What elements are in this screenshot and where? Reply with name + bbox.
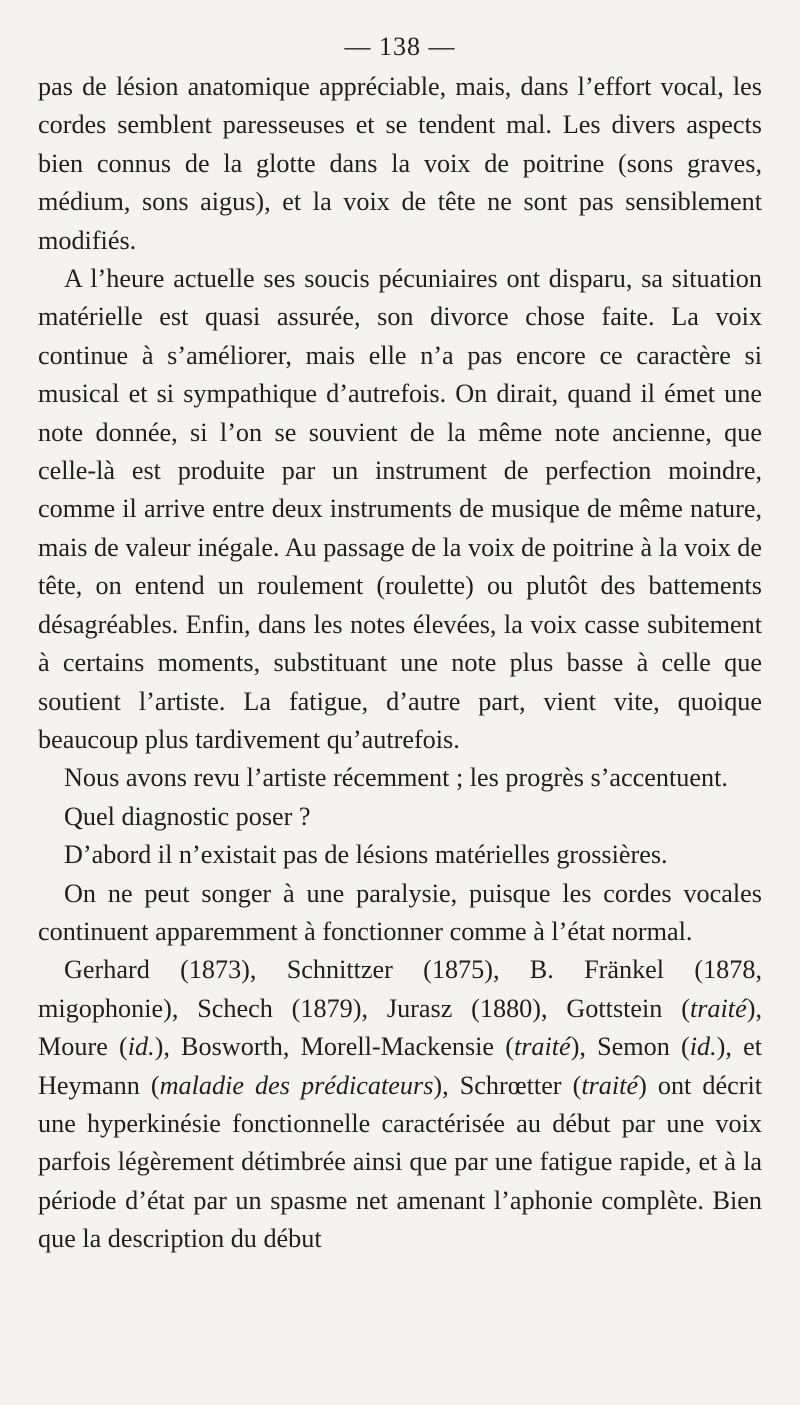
paragraph-no-paralysis: On ne peut songer à une paralysie, puisque les cordes vocales continuent apparemment à fonctionner comme à l’état normal. xyxy=(38,878,762,946)
page-number: — 138 — xyxy=(344,32,456,61)
authors-text-4: ), Semon ( xyxy=(570,1032,690,1062)
authors-italic-5: maladie des prédicateurs xyxy=(159,1070,434,1100)
authors-italic-4: id. xyxy=(689,1032,717,1062)
authors-text-5: ), et Heymann ( xyxy=(38,1032,763,1100)
paragraph-progress: Nous avons revu l’artiste récemment ; les progrès s’accentuent. xyxy=(64,763,728,793)
authors-italic-3: traité xyxy=(513,1032,571,1062)
authors-italic-2: id. xyxy=(127,1032,155,1062)
authors-text-1: Gerhard (1873), Schnittzer (1875), B. Fränkel (1878, migophonie), Schech (1879), Jurasz (1880), Gottstein ( xyxy=(38,955,762,1023)
paragraph-no-lesions: D’abord il n’existait pas de lésions matérielles grossières. xyxy=(64,840,668,870)
authors-text-7: ) ont décrit une hyperkinésie fonctionnelle caractérisée au début par une voix parfois légèrement détimbrée ainsi que par une fatigue rapide, et à la période d’état par un spasme net amenant l’aphonie complète. Bien que la description du début xyxy=(38,1070,763,1254)
authors-text-6: ), Schrœtter ( xyxy=(433,1070,582,1100)
paragraph-authors xyxy=(38,951,762,1258)
authors-text-2: ), Moure ( xyxy=(38,993,762,1062)
authors-text-3: ), Bosworth, Morell-Mackensie ( xyxy=(154,1032,514,1062)
paragraph-diagnosis-question: Quel diagnostic poser ? xyxy=(64,801,311,831)
authors-italic-1: traité xyxy=(689,993,747,1023)
paragraph-lesion: pas de lésion anatomique appréciable, mais, dans l’effort vocal, les cordes semblent paresseuses et se tendent mal. Les divers aspects bien connus de la glotte dans la voix de poitrine (sons graves, médium, sons aigus), et la voix de tête ne sont pas sensiblement modifiés. xyxy=(38,72,762,255)
authors-italic-6: traité xyxy=(581,1070,639,1100)
paragraph-current-state: A l’heure actuelle ses soucis pécuniaires ont disparu, sa situation matérielle est quasi assurée, son divorce chose faite. La voix continue à s’améliorer, mais elle n’a pas encore ce caractère si musical et si sympathique d’autrefois. On dirait, quand il émet une note donnée, si l’on se souvient de la même note ancienne, que celle-là est produite par un instrument de perfection moindre, comme il arrive entre deux instruments de musique de même nature, mais de valeur inégale. Au passage de la voix de poitrine à la voix de tête, on entend un roulement (roulette) ou plutôt des battements désagréables. Enfin, dans les notes élevées, la voix casse subitement à certains moments, substituant une note plus basse à celle que soutient l’artiste. La fatigue, d’autre part, vient vite, quoique beaucoup plus tardivement qu’autrefois. xyxy=(38,264,762,754)
